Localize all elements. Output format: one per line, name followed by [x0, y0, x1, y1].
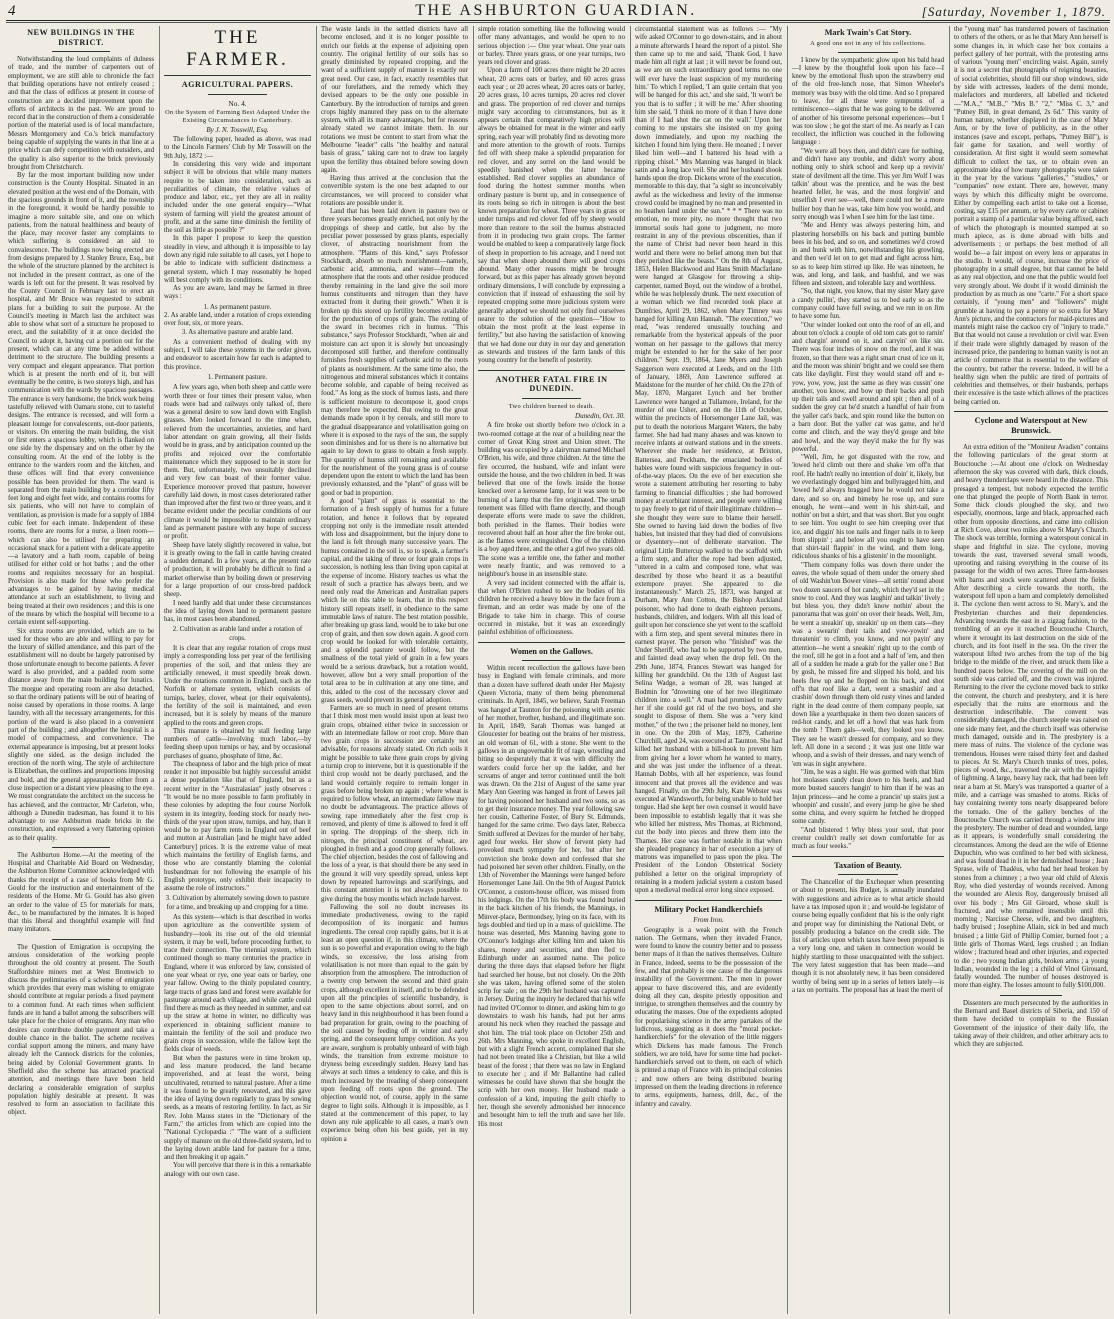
column-rule [630, 26, 631, 1314]
subheading: Two children burned to death. [508, 402, 595, 410]
paragraph: You will perceive that there is in this a remarkable analogy with our own case. [164, 1162, 311, 1178]
paragraph: The waste lands in the settled districts have all become enclosed, and it is no longer possible to enrich our fields at the expense of adjoining open country. The original fertility of our soils has so greatly diminished by repeated cropping, and the want of a sufficient supply of manure is exactly our great need. Our case, in fact, exactly resembles that of our forefathers, and the remedy which they devised appears to be the only one possible in Canterbury. By the introduction of turnips and green crops highly manured they pass on to the alternate system, with all its many advantages, but for reasons already stated we cannot imitate them. In our rotations we must be content to start from what the Melbourne "leader" calls "the healthy and natural basis of grass," taking care not to draw too largely upon the fertility thus obtained before sowing down again. [321, 26, 468, 174]
paragraph: The cheapness of labor and the high price of meat render it not impossible but highly successful amidst a dense population like that of England, but as a recent writer in the "Australasian" justly observes : "It would be no more possible to farm profitably in these colonies by adopting the four course Norfolk system in its integrity, feeding stock for nearly two-thirds of the year upon straw, turnips, and hay, than it would be to pay farm rents in England out of beef and mutton at Australian [and he might have added Canterbury] prices. It is the extreme value of meat which maintains the fertility of English farms, and those who are constantly blaming the colonial husbandman for not following the example of his English prototype, only exhibit their incapacity to assume the role of instructors." [164, 760, 311, 893]
subheading: A good one not in any of his collections. [810, 39, 926, 47]
masthead [6, 2, 1110, 21]
list-item: 2. As arable land, under a rotation of crops extending over four, six, or more years. [164, 312, 311, 328]
paragraph: simple rotation something like the following would offer many advantages, and would be open to no serious objection :— One year wheat. One year oats or barley. Three years grass, or one year turnips, two years red clover and grass. [478, 26, 625, 67]
paragraph: This manure is obtained by stall feeding large numbers of cattle—involving much labor,—by feeding sheep upon turnips or hay, and by occasional purchases of guano, phosphate of lime, &c. [164, 727, 311, 760]
paragraph: Fallowing the soil no doubt increases its immediate productiveness, owing to the rapid decomposition of its inorganic and humus ingredients. The cereal crop rapidly gains, but it is at least an open question if, in this climate, where the sun is so powerful and evaporation owing to the high winds, so excessive, the loss arising from volatilisation is not more than equal to the gain by absorption from the atmosphere. The introduction of a twenty crop between the second and third grain crops, although excellent in itself, and to be defended upon all the principles of scientific husbandry, is open to the same objections about sorrel, and on heavy land in this neighbourhood it has been found a bad preparation for grain, owing to the poaching of the soil caused by feeding off in winter and early spring, and the consequent lumpy condition. As you are aware, sorghum is probably unheard of with high winds, the transition from extreme moisture to dryness being exceedingly sudden. Heavy land has always at such times a tendency to cake, and this is much increased by the treading of sheep consequent upon feeding off roots upon the ground. The objection would not, of course, apply in the same degree to light soils. Although it is impossible, as I stated at the commencement of this paper, to lay down any rule applicable to all cases, a man's own experience being often his best guide, yet in my opinion a [321, 903, 468, 1143]
newspaper-page [6, 2, 1110, 1316]
paragraph: A few years ago, when both sheep and cattle were worth three or four times their present value, when roads were bad and railways only talked of, there was a general desire to sow land down with English grasses. Men looked forward to the time when, relieved from the uncertainties, anxieties, and hard labor attendant on grain growing, all their fields would be in grass, and by anticipation counted up the profits and rejoiced over the comfortable maintenance which they supposed to be in store for them. But, unfortunately, two unsuitably declined and very few can boast of their former value. Experience moreover proved that pasture, however carefully laid down, in most cases deteriorated rather than improved after the first two or three years, and it became evident under the peculiar conditions of our climate it would be impossible to maintain ordinary land as permanent pasture with any hope of success or profit. [164, 384, 311, 541]
newspaper-title: THE ASHBURTON GUARDIAN. [415, 2, 697, 19]
paper-subheading: On the System of Farming Best Adapted Under the Existing Circumstances to Canterbury. [165, 108, 310, 124]
paragraph-ashburton-home: The Ashburton Home.—At the meeting of the Hospital and Charitable Aid Board on Wednesday, the Ashburton Home Committee acknowledged with thanks the receipt of a case of books from Mr G. Gould for the instruction and entertainment of the residents of the Home. Mr G. Gould has also given an order to the value of £5 for materials for mats, &c., to be manufactured by the inmates. It is hoped that this liberal and thoughtful example will find many imitators. [8, 851, 154, 934]
paragraph: "Our winder looked out onto the roof of an ell, and about ten o'clock a couple of old tom cats got to rarnin' and chargin' around on it, and carryin' on like sin. There was four inches of snow on the roof, and it was frozen, so that there was a right smart crust of ice on it, and the moon was shinin' bright and we could see them cats like daylight. First they would stand off and e-yow, yow, yow, just the same as they was cussin' one another, you know, and bow up their backs and push up their tails and swell around and spit ; then all of a sudden the grey cat he'd snatch a handful of hair from the yaller cat's back, and spin round like the button on a barn door. But the yaller cat was game, and he'd come and clinch, and the way they'd gouge and bite and howl, and the way they'd make the fur fly was powerful. [792, 321, 944, 453]
paragraph: In this paper I propose to keep the question steadily in view, and although it is impossible to lay down any rigid rule suitable to all cases, yet I hope to be able to indicate with sufficient distinctness a general system, which I may reasonably be hoped will best comply with its conditions. [164, 235, 311, 284]
list [164, 304, 311, 337]
rule [635, 900, 782, 901]
byline: By J. N. Tosswill, Esq. [206, 125, 269, 134]
column-rule [473, 26, 474, 1314]
dateline: Dunedin, Oct. 30. [575, 411, 625, 420]
paragraph: I need hardly add that under these circumstances the idea of laying down land to permanent pasture has, in most cases been abandoned. [164, 599, 311, 624]
rule [52, 847, 110, 848]
paragraph: "We were all boys then, and didn't care for nothing, and didn't have any trouble, and didn't worry about nothing only to shirk school and keep up a revivin' state of devilment all the time. This yer Jim Wolf I was talkin' about was the prentice, and he was the best hearted feller, he was, and the most forgivin' and unselfish I ever see—well, there could not be a more bullier boy than he was, take him how you would, and sorry enough was I when I see him for the last time. [792, 147, 944, 221]
column-rule [949, 26, 950, 1314]
column-rule [316, 26, 317, 1314]
masthead-rule [6, 22, 1110, 23]
paragraph: Having thus arrived at the conclusion that the convertible system is the one best adapted to our circumstances, we will proceed to consider what rotations are possible under it. [321, 175, 468, 207]
paragraph: circumstantial statement was as follows :— "My wife asked O'Connor to go down-stairs, and in about a minute afterwards I heard the report of a pistol. She then came up to me and said, 'Thank God, I have made him all right at last ; it will never be found out, as we are on such extraordinary good terms no one will ever have the least suspicion of my murdering him.' To which I replied, 'I am quite certain that you will be hanged for this act,' and she said, 'It won't be you that is to suffer ; it will be me.' After shooting him she said, 'I think no more of it than I have done than if I had shot the cat on the wall.' Upon her coming to me upstairs she insisted on my going down immediately, and upon my reaching the kitchen I found him lying there. He moaned ; I never liked him well—and I battered his head with a ripping chisel." Mrs Manning was hanged in black satin and a long lace veil. She and her husband shook hands upon the drop. Dickens wrote of the execution, memorable to this day, that "a sight so inconceivably awful as the wickedness and levity of the immense crowd could be imagined by no man and presented in no heathen land under the sun." * * * There was no emotion, no more pity, no more thought that two immortal souls had gone to judgment, no more restraint in any of the previous obscenities, than if the name of Christ had never been heard in this world and there were no belief among men but that they perished like the beasts." On the 8th of August, 1853, Helen Blackwood and Hans Smith Macfarlane were hanged at Glasgow for throwing a ship-carpenter, named Boyd, out the window of a brothel, while he was helplessly drunk. The next execution of a woman which we find recorded took place at Dumfries, April 29, 1862, when Mary Timney was hanged for killing Ann Hannah. "The execution," we read, "was rendered unusually touching and remarkable from the hysterical appeals of the poor woman on her passage to the gallows that mercy might be extended to her for the sake of her poor children." Sept. 19, 1864, Jane Myers and Joseph Saggerson were executed at Leeds, and on the 11th of January, 1869, Ann Lawrence suffered at Maidstone for the murder of her child. On the 27th of May, 1870, Margaret Lynch and her brother Lawrence were hanged at Tullamore, Ireland, for the murder of one Usher, and on the 11th of October, within the precincts of Horsemonger Lane Jail, was put to death the notorious Margaret Waters, the baby farmer. She had had many abases and was known to receive infants at outward stations and in the streets. Wherever she made her residence, at Brixton, Battersea, and Peckham, the emaciated bodies of babies were found with suspicious frequency in out-of-the-way places. On the eve of her execution she wrote a statement attributing her resorting to baby farming to financial difficulties ; she had borrowed money at exorbitant interest, and people were willing to pay freely to get rid of their illegitimate children—she thought they were sure to blame their herself. She owned to having laid down the bodies of five babies, but insisted that they had died of convulsions or dysentery—not of deliberate starvation. The original Little Buttercup walked to the scaffold with a firm step, and after the rope had been adjusted, "uttered in a calm and composed tone, what was described by those who heard it as a beautiful extempore prayer. She appeared to die instantaneously." March 25, 1873, was hanged at Durham, Mary Ann Cotton, the Bishop Auckland poisoner, who had done to death eighteen persons, husbands, children, and lodgers. With all this load of guilt upon her conscience she yet went to the scaffold with a firm step, and spent several minutes there in earnest prayer. The person who "finished" was the Under Sheriff, who had to be supported by two men, and fainted dead away when the drop fell. On the 29th June, 1874, Frances Stewart was hanged for killing her grandchild. On the 13th of August last Selina Wadge, a woman of 28, was hanged at Bodmin for "drowning one of her two illegitimate children into a well." A man had promised to marry her if she could get rid of the two boys, and she sought to dispose of them. She was a "very kind mother," of the two ; the prisoner held no money, lent in one. On the 20th of May, 1879, Catherine Churchill, aged 24, was executed at Taunton. She had killed her husband with a bill-hook to prevent him from giving her a lover whom he wanted to marry, and she was just under the influence of a threat. Hannah Dobbs, with all her experience, was found innocent and that proves all the evidence and was hanged. Finally, on the 29th July, Kate Webster was executed at Wandsworth, for being unable to hold her tongue. Had she kept her own counsel it would have been impossible to establish legally that it was she who killed her mistress, Mrs Thomas, at Richmond, cut the body into pieces and threw them into the Thames. Her case was further notable in that when she pleaded pregnancy in bar of execution a jury of matrons was impanelled to pass upon the plea. The President of the London Obstetrical Society published a letter on the original impropriety of retaining in a modern judicial system a custom based upon a medieval medical error long since exposed. [635, 26, 782, 895]
rule [208, 94, 267, 95]
paragraph: As this system—which is that described in works upon agriculture as the convertible system of husbandry—took its rise out of the old triennial system, it may be well, before proceeding further, to trace their connection. The triennial system, which continued though so many centuries the practice in England, where it was enforced by law, consisted of one year wheat or rye, one year oats or barley, one year fallow. Owing to the thinly populated country, large tracts of grass land and forest were available for pasturage around each village, and while cattle could find there as much as they needed in summer, and eat up the straw at home in winter, no difficulty was experienced in obtaining sufficient manure to maintain the fertility of the soil and produce two grain crops in succession, while the fallow kept the fields clear of weeds. [164, 913, 311, 1054]
rule [478, 370, 625, 371]
headline-agricultural-papers: AGRICULTURAL PAPERS. [181, 80, 294, 89]
paragraph: It is clear that any regular rotation of crops must imply a corresponding loss per year of the fertilising properties of the soil, and that unless they are artificially renewed, it must speedily break down. Under the rotations common in England, such as the Norfolk or alternate system, which consists of turnips, barley, clover, wheat (or their equivalents), the fertility of the soil is maintained, and even increased, but it is solely by means of the manure applied to the roots and green crops. [164, 644, 311, 727]
paragraph: "So, that night, you know, that my sister Mary gave a candy pullin', they started us to bed early so as the company could have full swing, and we run in on Jim to have some fun. [792, 288, 944, 321]
column-rule [159, 26, 160, 1314]
paragraph: Sheep have lately slightly recovered in value, but it is greatly owing to the fall in cattle having created a sudden demand. In a few years, at the present rate of production, it will probably be difficult to find a market otherwise than by boiling down or preserving for a large proportion of our cross-bred paddock sheep. [164, 541, 311, 599]
rule [838, 52, 899, 53]
column-1 [8, 26, 154, 1314]
column-7 [954, 26, 1108, 1314]
column-5 [635, 26, 782, 1314]
headline-cyclone-waterspout: Cyclone and Waterspout at New Brunswick. [974, 415, 1088, 435]
issue-date: [Saturday, November 1, 1879. [921, 4, 1106, 19]
paragraph: Farmers are so much in need of present returns that I think most men would insist upon at least two grain crops, obtained either twice in succession or with an intermediate fallow or root crop. More than two grain crops in succession are certainly not advisable, for reasons already stated. On rich soils it might be possible to take three grain crops by giving a turnip crop to intervene, but it is questionable if the third crop would not be dearly purchased, and the land would certainly require to remain longer in grass before being broken up again ; where wheat is required to follow wheat, an intermediate fallow may no doubt be advantageous. The practice allows of sowing rape immediately after the first crop is removed, and plenty of time is allowed to feed it off in spring. The droppings of the sheep, rich in nitrogen, the principal constituent of wheat, are ploughed in fresh and a good crop generally follows. The chief objection, besides the cost of fallowing and the loss of a year, is that should there be any seed in the ground it will very speedily spread, unless kept down by repeated harrowings and scarifyings, and this constant attention it is not always possible to give during the busy months which include harvest. [321, 705, 468, 903]
list-item: 1. As permanent pasture. [203, 303, 272, 311]
rule [1000, 995, 1062, 996]
column-rule [787, 26, 788, 1314]
rule [792, 856, 944, 857]
paragraph: Geography is a weak point with the French nation. The Germans, when they invaded France, were found to know the country better and to possess better maps of it than the natives themselves. Culture in France, indeed, seems to be the possession of the few, and that probably is one cause of the dangerous instability of the Government. The men in power appear to have discovered this, and are evidently doing all they can, despite priestly opposition and intrigue, to strengthen themselves and the country by educating the masses. One of the expedients adopted for popularising science in the army partakes of the ludicrous, suggesting as it does the "moral pocket-handkerchiefs" for the elevation of the little niggers which Dickens has made famous. The French soldiers, we are told, have for some time had pocket-handkerchiefs served out to them, on each of which is printed a map of France with its principal colonies ; and now others are being distributed bearing impressed on them the leading directions in reference to arms, equipments, harness, drill, &c., of the infantry and cavalry. [635, 926, 782, 1108]
list-item: 3. Cultivation by alternately sowing down to pasture for a time, and breaking up and cropping for a time. [165, 895, 310, 911]
rule [164, 75, 311, 76]
rule [954, 411, 1108, 412]
paragraph: By far the most important building now under construction is the County Hospital. Situated in an elevated position at the west end of the Domain, with the spacious grounds in front of it, and the township in the foreground, it would be hardly possible to imagine a more suitable site, and one on which patients, from the natural healthiness and beauty of the place, may recover faster any complaints to which suffering is considered an aid to convalescence. The buildings now being erected are from designs prepared by J. Stanley Bruce, Esq., but the whole of the structure planned by the architect is not included in the present contract, as one of the wards is left out for the present. It was resolved by the County Council in February last to erect an hospital, and Mr Bruce was requested to submit plans for a building to suit the purpose. At the Council's meeting in March last the architect was able to show what sort of a structure he proposed to erect, and the suitability of it at once decided the Council to adopt it, having cut a portion out for the present, which can at any time be added without detriment to the structure. The building presents a very compact and elegant appearance. That portion which is at present the north end of it, but will eventually be the centre, is two storeys high, and has communication with the wards by spacious passages. The entrance is very handsome, the brick work being tastefully relieved with Oamaru stone, cut to tasteful designs. The entrance is recessed, and will form a pleasant lounge for convalescents, out-door patients, or visitors. On entering the main building, the visit or first enters a spacious lobby, which is flanked on one side by the dispensary and on the other by the consulting room. At the end of the lobby is the entrance to the warders room and the kitchen, and these offices will find that every convenience possible has been provided for them. The ward is separated from the main building by a corridor fifty feet long and eight feet wide, and contains rooms for six patients, who will not have to complain of ventilation, as provision is made for a supply of 1884 cubic feet for each inmate. Independent of these rooms, there are rooms for a nurse, a linen room—which can also be utilised for preparing an occasional snack for a patient with a delicate appetite—a lavatory and a bath room, capable of being utilised for either cold or hot baths ; and the other rooms and requisites necessary for an hospital. Provision is also made for those who prefer the advantages to be gained by having medical attendance at such an establishment, to living and being treated at their own residences ; and this is one of the means by which the hospital will become to a certain extent self-supporting. [8, 172, 154, 627]
paragraph: Six extra rooms are provided, which are to be used for those who are able and willing to pay for the luxury of skilled attendance, and this part of the establishment will no doubt be largely patronised by those unfortunate enough to become patients. A fever ward is also provided, and a padded room some distance away from the main building for lunatics. The morgue and operating room are also detached, so that the ordinary patients will be out of hearing of noise caused by operations in those rooms. A large laundry, with all the necessary arrangements, for this portion of the ward is also placed in a convenient part of the building ; and altogether the hospital is a model of compactness, and convenience. The external appearance is imposing, but at present looks slightly one sided, as the design included the erection of the north wing. The style of architecture is Elizabethan, the outlines and proportions imposing and bold, and the general appearance either from a close inspection or a distant view pleasing to the eye. We must congratulate the architect on the success he has achieved, and the contractor, Mr Carleton, who, although a Dunedin tradesman, has found it to his advantage to use Ashburton made bricks in the construction, and expressed a very flattering opinion as to their quality. [8, 627, 154, 842]
rule [838, 874, 899, 875]
column-4 [478, 26, 625, 1314]
paragraph: "Jim, he was a sight. He was gormed with that blim hot molasses candy clean down to his heels, and had more busted saucers hangin' to him than if he was an Injun princess—and he come a prancin' up stairs just a whoopin' and cussin', and every jump he give he shed some china, and every squirm he fetched he dropped some candy. [792, 768, 944, 826]
section-title-the-farmer: THE FARMER. [186, 27, 289, 70]
headline-fatal-fire: ANOTHER FATAL FIRE IN DUNEDIN. [495, 374, 608, 394]
paragraph: As a convenient method of dealing with my subject, I will take these systems in the order given, and endeavor to ascertain how far each is adapted to this province. [164, 338, 311, 371]
paragraph-emigration: The Question of Emigration is occupying the anxious consideration of the working people throughout the old country at present. The South Staffordshire miners met at West Bromwich to discuss the preliminaries of a scheme of emigration which provides that every man wishing to emigrate should contribute at regular periods a fixed payment to a common fund. At each times when sufficient funds are in hand a ballot among the subscribers will take place for the choice of emigrants. Any man who desires can contribute double payment and take a double chance in the ballot. The scheme receives cordial support among the miners, and many have already left the Cannock districts for the colonies, being aided by Colonial Government grants. In Sheffield also the scheme has attracted practical attention, and meetings there have been held declaring a considerable emigration of surplus population highly desirable at present. It was resolved to form an association to facilitate this object. [8, 943, 154, 1117]
paragraph: An extra edition of the "Moniteur Avadien" contains the following particulars of the great storm at Bouctouche :—At about one o'clock on Wednesday afternoon the sky was covered with dark, thick clouds, and heavy thunderclaps were heard in the distance. This presaged a tempest, but nobody expected the terrific one that plunged the people of North Bank in terror. Some thick clouds ploughed the sky, and two especially, enormous, large and black, approached each other from opposite directions, and came into collision at Rich Cove, about two miles above St Mary's Church. The shock was terrible, forming a waterspout conical in shape and frightful in size. The cyclone, moving towards the east, traversed several small woods, uprooting and raising everything in the course of its passage for the width of two acres. Three farm-houses with barns and stock were scattered about the fields. After describing a circle towards the north, the waterspout fell upon a barn and completely demolished it. The cyclone then went across to St. Mary's, and the Presbyterian churches and their dependencies. Advancing towards the east in a zigzag fashion, to the trembling of an eye it reached Bouctouche Church, where it wrought its last destruction on the side of the church, and its foot itself in the sea. On the river the waterspout lifted two arches from the top of the big bridge to the middle of the river, and struck them like a hundred paces below. The covering of the mill on the south side was carried off, and the crown was injured. Returning to the river the cyclone moved back to strike the convent, the church and presbytery, and it is here especially that the ruins are enormous and the destruction indescribable. The convent was considerably damaged, the church steeple was raised on one side many feet, and the church itself was otherwise much damaged, outside and in. The presbytery is a mere mass of ruins. The violence of the cyclone was tremendous. Houses were raised thirty feet and dashed to pieces. At St. Mary's Church trunks of trees, poles, pieces of wood, &c., traversed the air with the rapidity of lightning. A large, heavy hay rack, that had been left near a barn at St. Mary's was transported a quarter of a mile, and a carriage was smashed to atoms. Ricks of hay containing twenty tons nearly disappeared before the tornado. One of the gallery benches of the Bouctouche Church was carried through a window into the presbytery. The number of dead and wounded, large as it appears, is wonderfully small considering the circumstances. Among the dead are the wife of Etienne Dupuchin, who was confined to her bed with sickness, and was found dead in it in her demolished house ; Jean Sprase, wife of Thadéus, who had her head broken by stones from a chimney ; a two year old child of Alexis Roy, who died yesterday of wounds received. Among the wounded are Alexis Roy, dangerously bruised all over his body ; Mrs Gil Giroard, whose skull is fractured, and who remained insensible until this morning ; Narcisse Cheese, wife, and two daughters, badly bruised ; Josephine Allain, sick in bed and much bruised ; a little Girl of Phillip Comier, burned foot ; a little girls of Thomas Ward, legs crushed ; an Indian widow ; fractured head and other injuries, and expected to die ; two young Indian girls, broken arms ; a young Indian, wounded in the leg ; a child of Vinol Girouard, fatally wounded. The number of houses destroyed is more than eighty. The losses amount to fully $100,000. [954, 444, 1108, 990]
paragraph-dissenters: Dissenters are much persecuted by the authorities in the Bernard and Basel districts of Siberia, and 150 of them have decided to complain to the Russian Government of the injustice of their daily life, the taking away of their children, and other arbitrary acts to which they are subjected. [954, 999, 1108, 1049]
paragraph: In considering this very wide and important subject it will be obvious that while many matters require to be taken into consideration, such as peculiarities of climate, the relative values of produce and labor, etc., yet they are all in reality included under the one general enquiry—"What system of farming will yield the greatest amount of profit, and at the same time diminish the fertility of the soil as little as possible ?" [164, 160, 311, 235]
paragraph: The Chancellor of the Exchequer when presenting or about to present, his Budget, is annually inundated with suggestions and advice as to what article should have a tax imposed upon it ; and would-be legislator of course being equally confident that his is the only right and proper way for diminishing the National Debt, or possibly producing a balance on the credit side. The list of articles upon which taxes have been proposed is a very long one, and taken in connection would be highly startling to those unacquainted with the subject. The very latest suggestion that has been made—and though it is not absolutely new, it has been considered worthy of being sent up in a series of letters lately—is a tax on portraits. The proposal has at least the merit of [792, 879, 944, 994]
headline-taxation-of-beauty: Taxation of Beauty. [834, 860, 902, 870]
paragraph: The following paper, headed as above, was read to the Lincoln Farmers' Club by Mr Tosswill on the 9th July, 1872 :— [164, 136, 311, 160]
paragraph: As you are aware, land may be farmed in three ways : [164, 285, 311, 301]
paragraph: But when the pastures were in time broken up, and less manure produced, the land became impoverished, and at least the worst, being uncultivated, returned to natural pasture. After a time it was found to be greatly renovated, and this gave the idea of laying down regularly to grass by sowing seeds, as a means of restoring fertility. In fact, as Sir Rev. John Mauss states in the "Dictionary of the Farm," the articles from which are copied into the "National Cyclopædia :" "The want of a sufficient supply of manure on the old three-field system, led to the laying down arable land for pasture for a time, and then breaking it up again." [164, 1054, 311, 1162]
headline-new-buildings: NEW BUILDINGS IN THE DISTRICT. [27, 28, 135, 47]
list-item: 1. Permanent pasture. [207, 373, 268, 381]
paragraph: Notwithstanding the loud complaints of dulness of trade, and the number of carpenters out of employment, we are still able to chronicle the fact that building operations have not entirely ceased ; and that the class of edifices at present in course of construction are a decided improvement upon the efforts of architects in the past. We are proud to record that in the construction of them a considerable portion of the material used is of local manufacture, Messrs Montgomery and Co.'s brick manufactory being capable of supplying the wants in that line at a price which can defy competition with outsiders, and the quality is also superior to the brick previously brought from Christchurch. [8, 56, 154, 171]
paragraph: "And blistered ! Why bless your soul, that poor creetur couldn't really set down comfortable for as much as four weeks." [792, 826, 944, 851]
column-6 [792, 26, 944, 1314]
rule [522, 660, 581, 661]
list-item: 2. Cultivation as arable land under a rotation of crops. [172, 626, 303, 642]
rule [478, 642, 625, 643]
paragraph: Upon a farm of 100 acres there might be 20 acres wheat, 20 acres oats or barley, and 60 acres grass each year ; or 20 acres wheat, 20 acres oats or barley, 20 acres grass, 10 acres turnips, 20 acres red clover and grass. The proportion of red clover and turnips might vary according to circumstances, but as it appears certain that comparatively high prices will always be obtained for meat in the winter and early spring, each year will probably find us devoting more and more attention to the growth of roots. Turnips fed off with sheep make a splendid preparation for red clover, and any sorrel on the land would be speedily banished when the latter became established. Red clover supplies an abundance of food during the hottest summer months when ordinary pasture is burnt up, and in consequence of its roots being so rich in nitrogen is about the best known preparation for wheat. Three years in grass or under turnips and red clover fed off by sheep would more than restore to the soil the humus abstracted from it in producing two grain crops. The farmer would be enabled to keep a comparatively large flock of sheep in proportion to his acreage, and I need not say that when sheep abound there will good crops abound. Many other reasons might be brought forward, but as this paper has already grown beyond ordinary dimensions, I will conclude by expressing a conviction that if instead of exhausting the soil by repeated cropping some more judicious system were generally adopted we should not only find ourselves nearer to the solution of the question—"How to obtain the most profit at the least expense in fertility," but also having the satisfaction of knowing that we had done our duty in our day and generation as stewards and trustees of the farm lands of this young country for the benefit of posterity. [478, 67, 625, 365]
rule [52, 51, 110, 52]
paragraph: "Me and Henry was always pestering him, and plastering horsebills on his back and putting bumble bees in his bed, and so on, and sometimes we'd crowd in and bunk with him, notwithstanding his growling, and then we'd let on to get mad and fight across him, so as to keep him stirred up like. He was nineteen, he was, and long, and lank, and bashful, and we was fifteen and sixteen, and tolerable lazy and worthless. [792, 222, 944, 288]
paragraph: "Them company folks was down there under the eaves, the whole squad of them under the ornery shed of old Washin'ton Bower vines—all settin' round about two dozen saucers of hot candy, which they'd set in the snow to cool. And they was laughin' and talkin' lively ; but bless you, they didn't know nothin' about the panorama that was goin' on over their heads. Well, Jim, he went a sneakin' up, sneakin' up on them cats—they was a swearin' their tails and yow-yowin' and threatenin' to climb, you know, and not payin' any attention—he went a sneakin' right up to the comb of the roof, till he got in a foot and a half of 'em, and then all of a sudden he made a grab for the yaller one ! But by gosh, he missed fire and slipped his hold, and his heels flew up and he flopped on his back, and shot off'n that roof like a dart, went a smashin' and a crashin' down through them old rusty vines and landed right in the dead centre of them company people, sat down like a yearthquake in them two dozen saucers of red-hot candy, and let off a howl that was hark from the tomb ! Them gals—well, they looked you know. They see he wasn't dressed for company, and so they left. All done in a second ; it was just one little war whoop, and a swish of their dresses, and nary wench of 'em was in sight anywhere. [792, 561, 944, 768]
column-3 [321, 26, 468, 1314]
list-item: 3. As alternative pasture and arable land. [181, 328, 294, 336]
column-2 [164, 26, 311, 1314]
paragraph: A fire broke out shortly before two o'clock in a two-roomed cottage at the rear of a building near the corner of Great King street and Union street. The building was occupied by a dairyman named Michael O'Brien, his wife, and three children. At the time the fire occurred, the husband, wife and infant were outside the house, and the two children in bed. It was believed that one of the fowls inside the house knocked over a kerosene lamp, for it was seen to be burning of a lamp that the fire originated. The small tenement was filled with flame directly, and though desperate efforts were made to save the children, both perished in the flames. Their bodies were recovered about half an hour after the fire broke out, as the flames were extinguished. One of the children is a boy aged three, and the other a girl two years old. The scene was a terrible one, the father and mother were nearly frantic, and was removed to a neighbour's house in an insensible state. [478, 422, 625, 579]
paragraph: the "young man" has transferred powers of fascination to others of the others, or as he that Mary Ann herself is some changes in, in which case her box contains a perfect gallery of her portrait, with the protesting arms of various "young men" encircling waist. Again, surely it is not a secret that photographs of reigning beauties, of social celebrities, should fill our shop windows, side by side with actresses, leaders of the demi monde, malefactors and murderers, all labelled and ticketed—"M.A.," "M.B.," "Mrs B." "2," "Miss C. 3," and "Putney Bill, in great demand, 2s 6d." This vanity of human nature, whether displayed in the case of Mary Ann, or by the love of publicity, as in the other instances (save and except, perhaps, "Putney Bill"), is fair game for taxation, and well worthy of consideration. At first sight it would seem somewhat difficult to collect the tax, or to obtain even an approximate idea of how many photographs were taken in the year by the various "galleries," "studios," or "companies" now extant. There are, however, many ways by which this difficulty might be overcome. Either by compelling each artist to take out a license, costing, say £15 per annum, or by every carte or cabinet portrait a stamp of a particular value being affixed, each of which the photograph is mounted stamped at so much apiece, as is done abroad with bills and advertisements ; or perhaps the best method of all would be—a fair impost on every lens or apparatus in the studio. It would, of course, increase the price of photography in a small degree, but that cannot be held as any real objection, and one that the public would feel very strongly about. We doubt if it would diminish the production by as much as one "carte." For a short space certainly, if "young men" and "followers" might grumble at having to pay a penny or so extra for Mary Ann's picture, and the contractors for maid-pictures and mantels might raise the cackoo cry of "injury to trade." But that would not cause a revolution or civil war. Even if their trade were slightly damaged by reason of the increased price, the pandering to human vanity is not an article of commerce that is essential to the welfare of the country, but rather the reverse. Indeed, it will be a healthy sign when the public are tired of portraits of celebrities and themselves, or their husbands, perhaps their excessive is the taste which allows of the practices being carried on. [954, 26, 1108, 406]
headline-military-handkerchiefs: Military Pocket Handkerchiefs [654, 904, 763, 914]
paragraph: A very sad incident connected with the affair is, that when O'Brien rushed to see the bodies of his children he received a heavy blow in the face from a fireman, and an order was made by one of the Brigade to take him in charge. This of course occurred in mistake, but it was an exceedingly painful exhibition of officiousness. [478, 579, 625, 637]
rule [522, 398, 581, 399]
paragraph: I knew by the sympathetic glow upon his bald head—I knew by the thoughtful look upon his face—I knew by the emotional flush upon the strawberry end of the old free-lunch nose, that Simon Wheeler's memory was busy with the old time. And so I prepared to leave, for all these were symptoms of a reminiscence—signs that he was going to be delivered of another of his tiresome personal experiences—but I was too slow ; he got the start of me. As nearly as I can recollect, the infliction was couched in the following language : [792, 56, 944, 147]
paragraph: A good "plant" of grass is essential to the formation of a fresh supply of humus for a future rotation, and hence it follows that by repeated cropping not only is the immediate result attended with loss and disappointment, but the injury done to the land is felt through many successive years. The humus contained in the soil is, so to speak, a farmer's capital, and the taking of three or four grain crops in succession, is nothing less than living upon capital at the expense of income. History teaches us what the result of such a practice has always been, and we need only read the American and Australian papers which lie on this table to learn, that in this respect history still repeats itself, in obedience to the same immutable laws of nature. The best rotation possible, after breaking up grass land, would be to take but one crop of grain, and then sow down again. A good corn crop would be looked for with tolerable certainty, and a splendid pasture would follow, but the smallness of the total yield of grain in a few years would be a serious drawback, but a rotation would, however, allow but a very small proportion of the total area to be in cultivation at any one time, and this, added to the cost of the necessary clover and grass seeds, would prevent its general adoption. [321, 498, 468, 704]
page-number: 4 [8, 3, 16, 19]
rule [1000, 439, 1062, 440]
rule [52, 939, 110, 940]
paragraph: Land that has been laid down in pasture two or three years becomes greatly enriched, not only by the droppings of sheep and cattle, but also by the peculiar power possessed by grass plants, especially clover, of abstracting nourishment from the atmosphere. "Plants of this kind," says Professor Stockhardt, absorb so much nourishment—namely, carbonic acid, ammonia, and water—from the atmosphere that the roots and other residue produced thereby remaining in the land give the soil more humus constituents and nitrogen than they have extracted from it during their growth." When it is broken up this stored up fertility becomes available for the production of crops of grain. The rotting of the sward in becomes rich in humus. "This substance," says Professor Stockhardt, "when air and moisture can act upon it is slowly but unceasingly decomposed still further, and therefore continually furnishes fresh supplies of carbonic acid to the roots of plants as nourishment. At the same time also, the nitrogenous and mineral substances which it contains become soluble, and capable of being received as food." As long as the stock of humus lasts, and there is sufficient moisture to decompose it, good crops may therefore be expected. But owing to the great demands made upon it by cereals, and still more to the gradual disappearance and volatilisation going on where it is exposed to the rays of the sun, the supply soon diminishes and for us there is no alternative but again to lay down to grass to obtain a fresh supply. The quantity of humus still remaining and available for the nourishment of the young grass is of course dependent upon the extent to which the land has been previously exhausted, and the "plant" of grass will be good or bad in proportion. [321, 208, 468, 497]
headline-mark-twain-cat: Mark Twain's Cat Story. [824, 28, 912, 37]
headline-women-on-gallows: Women on the Gallows. [510, 646, 593, 656]
source-line: From Iron. [693, 916, 724, 925]
paragraph: Within recent recollection the gallows have been busy in England with female criminals, and more than a dozen have suffered death under Her Majesty Queen Victoria, many of them being phenomenal criminals. In April, 1845, we believe, Sarah Freeman was hanged at Taunton for the poisoning with arsenic of her mother, brother, husband, and illegitimate son. In April, 1849, Sarah Thomas was hanged at Gloucester for beating out the brains of her mistress, an old woman of 61, with a stone. She went to the gallows in an ungovernable fit of rage, wrestling and biting so desperately that it was with difficulty the warders could force her up the ladder, and her screams of anger and terror continued until the bolt was drawn. On the 21st of August of the same year Mary Ann Geering was hanged in front of Lewes jail for having poisoned her husband and two sons, so as to get their insurance money. The year following saw her cousin, Catherine Foster, of Bury St. Edmunds, hanged for the same crime. Two days later, Rebecca Smith suffered at Devizes for the murder of her baby, aged four weeks. Her show of fervent piety had provoked much sympathy for her, but after her conviction she broke down and confessed that she had poisoned her seven other children. Finally, on the 13th of November the Mannings were hanged before Horsemonger Lane Jail. On the 9th of August Patrick O'Connor, a custom-house officer, was missed from his lodgings. On the 17th his body was found buried in the back kitchen of his friends, the Mannings, in Minver-place, Bermondsey, lying on its face, with its legs doubled and tied up in a mass of quicklime. The house was deserted, Mrs Manning having gone to O'Connor's lodgings after killing him and taken his shares, money and securities, and then fled to Edinburgh under an assumed name. The police during the three days that elapsed before her flight had searched her house, but not closely. On the 20th she was taken, having offered some of the stolen scrip for sale ; on the 29th her husband was captured in Jersey. During the inquiry he declared that his wife had invited O'Connor to dinner, and asking him to go downstairs to wash his hands, had put her arms around his neck when they reached the passage and shot him. The trial took place on October 25th and 26th. Mrs Manning, who spoke in excellent English, but with a slight French accent, complained that she had not been treated like a Christian, but like a wild beast of the forest ; that there was no law in England to execute her ; and if Mr Ballantine had called witnesses he could have shown that she bought the scrip with her own money. Her husband made a confession of a kind, imputing the guilt chiefly to her, though she severely admonished her innocence and besought him to tell the truth and save her life. His most [478, 665, 625, 1128]
paragraph: "Well, Jim, he got disgusted with the row, and 'lowed he'd climb out there and shake 'em off'n that roof. He hadn't really no intention of doin' it, likely, but we everlastingly dogged him and bullyragged him, and 'lowed he'd always bragged how he would not take a dare, and so on, and bimeby he rose up, and sure enough, he went—and went in his shirt-tail, and nothin' on but a shirt, and that was short. But you ought to see him. You ought to see him creeping over that ice, and diggin' his toe nails and finger nails in to keep from slippin' ; and below all you ought to have seen that shirt-tail flappin' in the wind, and them long, ridiculous shanks of his a glistenin' in the moonlight. [792, 454, 944, 561]
paper-number: No. 4. [228, 98, 247, 108]
